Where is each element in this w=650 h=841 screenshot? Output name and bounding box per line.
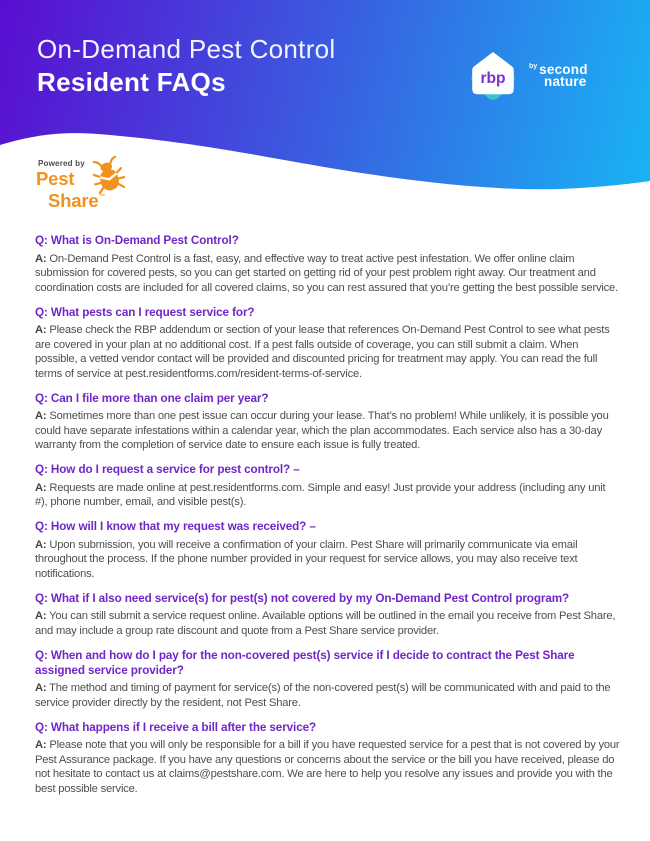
answer-prefix: A: [35, 410, 47, 422]
faq-answer [35, 252, 620, 296]
pest-share-word-pest: Pest [36, 168, 75, 189]
faq-answer-text: Please check the RBP addendum or section of your lease that references On-Demand Pest Control to see what pests are covered in your plan at no additional cost. If a pest falls outside of coverage, you can still submit a claim. When possible, a vetted vendor contact will be provided and discounted pricing for treatment may apply. You can read the full terms of service at pest.residentforms.com/resident-terms-of-service. [35, 324, 610, 380]
faq-answer-text: The method and timing of payment for service(s) of the non-covered pest(s) will be communicated with and paid to the service provider directly by the resident, not Pest Share. [35, 682, 611, 709]
pest-share-logo [36, 159, 146, 210]
faq-item [35, 462, 620, 510]
beetle-icon [92, 156, 125, 196]
answer-prefix: A: [35, 682, 47, 694]
faq-item [35, 305, 620, 382]
faq-item [35, 391, 620, 453]
faq-question: Q: Can I file more than one claim per year? [35, 391, 269, 405]
rbp-monogram: rbp [480, 69, 506, 87]
faq-answer-text: Please note that you will only be responsible for a bill if you have requested service for a pest that is not covered by your Pest Assurance package. If you have any questions or concerns about the service or the bill you have received, please do not hesitate to contact us at claims@pestshare.com. We are here to help you resolve any issues and provide you with the best possible service. [35, 739, 620, 795]
brand-word-second: second [539, 61, 588, 77]
faq-answer [35, 609, 620, 638]
faq-answer [35, 538, 620, 582]
document-title: On-Demand Pest Control [37, 34, 336, 64]
rbp-second-nature-logo [466, 47, 588, 101]
faq-question: Q: How will I know that my request was received? – [35, 520, 316, 533]
answer-prefix: A: [35, 538, 47, 551]
faq-answer-text: You can still submit a service request online. Available options will be outlined in the email you receive from Pest Share, and may include a group rate discount and quote from a Pest Share service provider. [35, 610, 616, 637]
answer-prefix: A: [35, 739, 47, 751]
faq-answer-text: On-Demand Pest Control is a fast, easy, and effective way to treat active pest infestation. We offer online claim submission for covered pests, so you can get started on getting rid of your pest problem right away. Our treatment and coordination costs are included for all covered claims, so you can rest assured that you’re getting the best possible service. [35, 252, 618, 294]
faq-item [35, 720, 620, 797]
faq-item [35, 591, 620, 639]
faq-item [35, 233, 620, 295]
header-titles [37, 33, 336, 99]
second-nature-wordmark [529, 61, 588, 88]
faq-question: Q: What pests can I request service for? [35, 305, 255, 319]
faq-answer [35, 409, 620, 453]
powered-by-label: Powered by [38, 159, 85, 168]
faq-question: Q: What is On-Demand Pest Control? [35, 234, 239, 247]
faq-item [35, 648, 620, 711]
faq-item [35, 519, 620, 581]
faq-answer [35, 681, 620, 710]
rbp-house-icon [466, 47, 520, 101]
faq-answer [35, 481, 620, 510]
trademark-symbol: ™ [99, 194, 106, 200]
faq-answer [35, 738, 620, 796]
faq-answer-text: Requests are made online at pest.residentforms.com. Simple and easy! Just provide your address (including any unit #), phone number, email, and visible pest(s). [35, 481, 606, 508]
page-title: Resident FAQs [37, 67, 226, 97]
faq-answer-text: Sometimes more than one pest issue can occur during your lease. That’s no problem! While unlikely, it is possible you could have separate infestations within a calendar year, which the plan accommodates. Each service also has a 30-day warranty from the completion of service date to ensure each issue is fully treated. [35, 410, 609, 451]
answer-prefix: A: [35, 252, 47, 265]
faq-question: Q: What happens if I receive a bill after the service? [35, 720, 317, 734]
answer-prefix: A: [35, 324, 47, 336]
share-text: Share [48, 190, 99, 211]
faq-question: Q: When and how do I pay for the non-covered pest(s) service if I decide to contract the Pest Share assigned service provider? [35, 648, 575, 677]
brand-word-nature: nature [544, 73, 587, 89]
faq-answer-text: Upon submission, you will receive a confirmation of your claim. Pest Share will primarily communicate via email throughout the process. If the phone number provided in your request for service allows, you may also receive text notifications. [35, 538, 578, 580]
faq-answer [35, 323, 620, 381]
answer-prefix: A: [35, 610, 47, 622]
answer-prefix: A: [35, 481, 47, 494]
faq-question: Q: How do I request a service for pest control? – [35, 463, 300, 476]
faq-list [35, 233, 620, 806]
faq-question: Q: What if I also need service(s) for pest(s) not covered by my On-Demand Pest Control program? [35, 591, 570, 605]
by-label: by [529, 62, 538, 70]
